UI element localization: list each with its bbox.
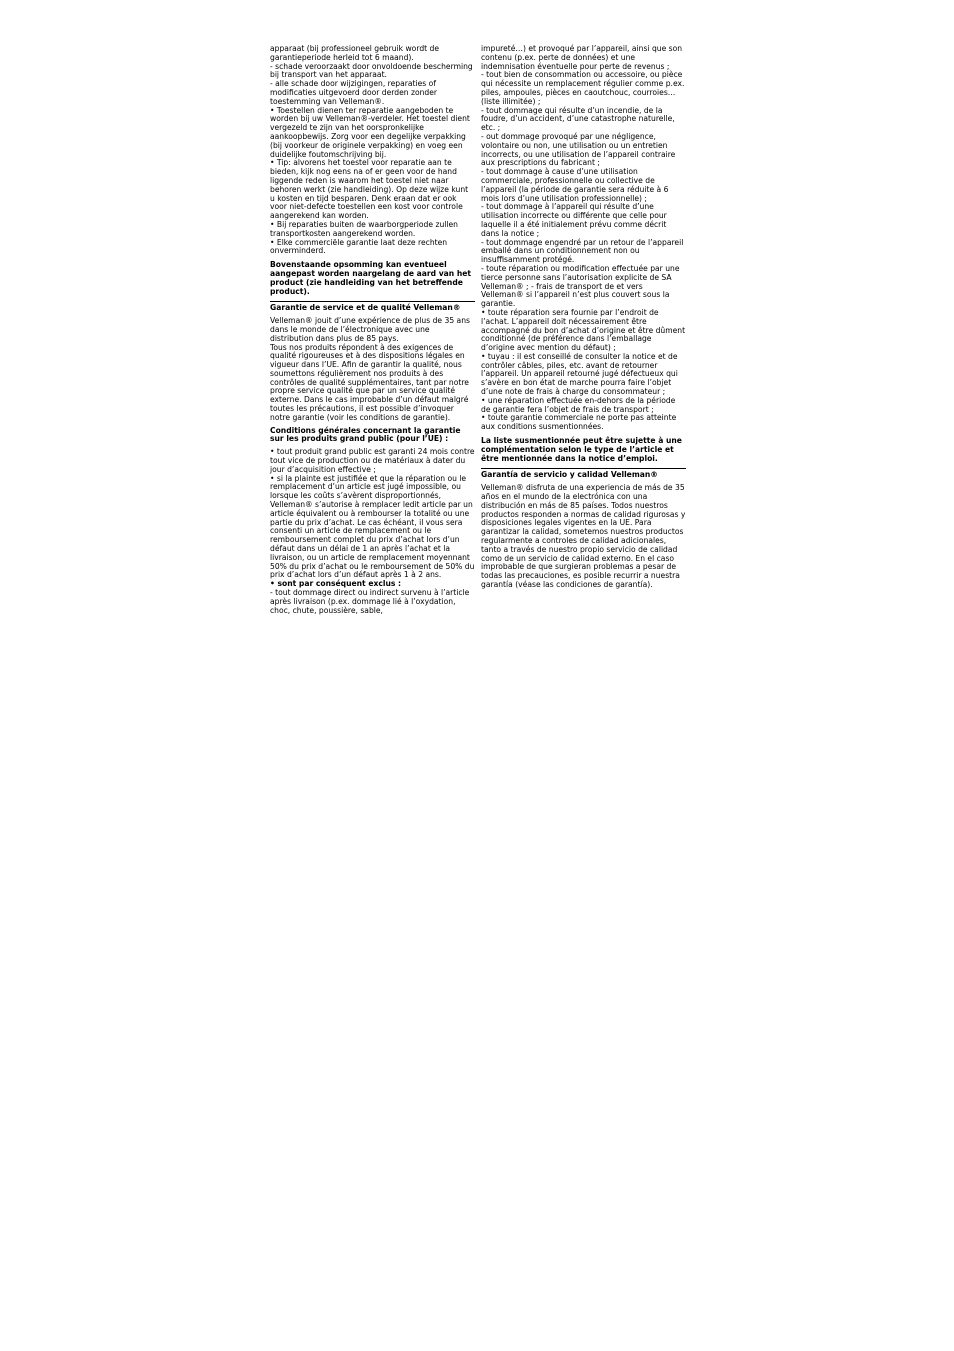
fr-line: - out dommage provoqué par une négligence, volontaire ou non, une utilisation ou un entretien incorrects, ou une utilisation de l’appareil contraire aux prescriptions du fabricant ; — [481, 131, 676, 168]
fr-intro-paragraph: Tous nos produits répondent à des exigences de qualité rigoureuses et à des dispositions légales en vigueur dans l’UE. Afin de garantir la qualité, nous soumettons régulièrement nos produits à des contrôles de qualité supplémentaires, tant par notre propre service qualité que par un service qualité externe. Dans le cas improbable d’un défaut malgré toutes les précautions, il est possible d’invoquer notre garantie (voir les conditions de garantie). — [270, 342, 469, 422]
nl-line: - schade veroorzaakt door onvoldoende bescherming bij transport van het apparaat. — [270, 61, 473, 80]
fr-exclusion: - tout dommage direct ou indirect survenu à l’article après livraison (p.ex. dommage lié à l’oxydation, choc, chute, poussière, sable, — [270, 588, 470, 615]
fr-line: • tuyau : il est conseillé de consulter la notice et de contrôler câbles, piles, etc. avant de retourner l’appareil. Un appareil retourné jugé défectueux qui s’avère en bon état de marche pourra faire l’objet d’une note de frais à charge du consommateur ; — [481, 351, 678, 397]
fr-note: La liste susmentionnée peut être sujette à une complémentation selon le type de l’article et être mentionnée dans la notice d’emploi. — [481, 436, 682, 463]
fr-line: • une réparation effectuée en-dehors de la période de garantie fera l’objet de frais de transport ; — [481, 395, 676, 414]
nl-line: apparaat (bij professioneel gebruik wordt de garantieperiode herleid tot 6 maand). — [270, 44, 440, 62]
fr-line: - tout dommage engendré par un retour de l’appareil emballé dans un conditionnement non ou insuffisamment protégé. — [481, 237, 684, 265]
fr-line: - tout dommage à l’appareil qui résulte d’une utilisation incorrecte ou différente que celle pour laquelle il a été initialement prévu comme décrit dans la notice ; — [481, 202, 667, 238]
es-section-heading: Garantía de servicio y calidad Velleman® — [481, 468, 686, 480]
fr-line: - tout dommage à cause d’une utilisation commerciale, professionnelle ou collective de l’appareil (la période de garantie sera réduite à 6 mois lors d’une utilisation professionnelle) ; — [481, 167, 669, 203]
fr-condition: • si la plainte est justifiée et que la réparation ou le remplacement d’un article est jugé impossible, ou lorsque les coûts s’avèrent disproportionnés, Velleman® s’autorise à remplacer ledit article par un article équivalent ou à rembourser la totalité ou une partie du prix d’achat. Le cas échéant, il vous sera consenti un article de remplacement ou le remboursement complet du prix d’achat lors d’un défaut dans un délai de 1 an après l’achat et la livraison, ou un article de remplacement moyennant 50% du prix d’achat ou le remboursement de 50% du prix d’achat lors d’un défaut après 1 à 2 ans. — [270, 473, 475, 580]
nl-line: • Elke commerciële garantie laat deze rechten onverminderd. — [270, 237, 448, 256]
nl-line: • Bij reparaties buiten de waarborgperiode zullen transportkosten aangerekend worden. — [270, 219, 458, 238]
fr-line: - tout bien de consommation ou accessoire, ou pièce qui nécessite un remplacement régulier comme p.ex. piles, ampoules, pièces en caoutchouc, courroies… (liste illimitée) ; — [481, 70, 685, 106]
fr-line: • toute réparation sera fournie par l’endroit de l’achat. L’appareil doit nécessairement être accompagné du bon d’achat d’origine et être dûment conditionné (de préférence dans l’emballage d’origine avec mention du défaut) ; — [481, 307, 686, 353]
fr-section-heading: Garantie de service et de qualité Velleman® — [270, 301, 475, 313]
nl-line: • Toestellen dienen ter reparatie aangeboden te worden bij uw Velleman®-verdeler. Het toestel dient vergezeld te zijn van het oorspronkelijke aankoopbewijs. Zorg voor een degelijke verpakking (bij voorkeur de originele verpakking) en voeg een duidelijke foutomschrijving bij. — [270, 105, 470, 159]
fr-intro-paragraph: Velleman® jouit d’une expérience de plus de 35 ans dans le monde de l’électronique avec une distribution dans plus de 85 pays. — [270, 316, 470, 343]
fr-line: • toute garantie commerciale ne porte pas atteinte aux conditions susmentionnées. — [481, 413, 677, 432]
fr-conditions-heading: Conditions générales concernant la garantie sur les produits grand public (pour l’UE) : — [270, 425, 461, 444]
fr-line: - tout dommage qui résulte d’un incendie, de la foudre, d’un accident, d’une catastrophe naturelle, etc. ; — [481, 105, 675, 133]
left-column — [270, 45, 475, 615]
fr-condition: • tout produit grand public est garanti 24 mois contre tout vice de production ou de matériaux à dater du jour d’acquisition effective ; — [270, 447, 475, 474]
right-column — [481, 45, 686, 590]
nl-line: • Tip: alvorens het toestel voor reparatie aan te bieden, kijk nog eens na of er geen voor de hand liggende reden is waarom het toestel niet naar behoren werkt (zie handleiding). Op deze wijze kunt u kosten en tijd besparen. Denk eraan dat er ook voor niet-defecte toestellen een kost voor controle aangerekend kan worden. — [270, 158, 469, 221]
nl-line: - alle schade door wijzigingen, reparaties of modificaties uitgevoerd door derden zonder toestemming van Velleman®. — [270, 79, 438, 106]
fr-line: - toute réparation ou modification effectuée par une tierce personne sans l’autorisation explicite de SA Velleman® ; - frais de transport de et vers Velleman® si l’appareil n’est plus couvert sous la garantie. — [481, 263, 680, 309]
fr-exclusions-label: • sont par conséquent exclus : — [270, 579, 402, 589]
nl-note: Bovenstaande opsomming kan eventueel aangepast worden naargelang de aard van het product (zie handleiding van het betreffende product). — [270, 260, 472, 296]
es-intro-paragraph: Velleman® disfruta de una experiencia de más de 35 años en el mundo de la electrónica con una distribución en más de 85 países. Todos nuestros productos responden a normas de calidad rigurosas y disposiciones legales vigentes en la UE. Para garantizar la calidad, sometemos nuestros productos regularmente a controles de calidad adicionales, tanto a través de nuestro propio servicio de calidad como de un servicio de calidad externo. En el caso improbable de que surgieran problemas a pesar de todas las precauciones, es posible recurrir a nuestra garantía (véase las condiciones de garantía). — [481, 483, 686, 590]
fr-line: impureté…) et provoqué par l’appareil, ainsi que son contenu (p.ex. perte de données) et une indemnisation éventuelle pour perte de revenus ; — [481, 44, 683, 71]
